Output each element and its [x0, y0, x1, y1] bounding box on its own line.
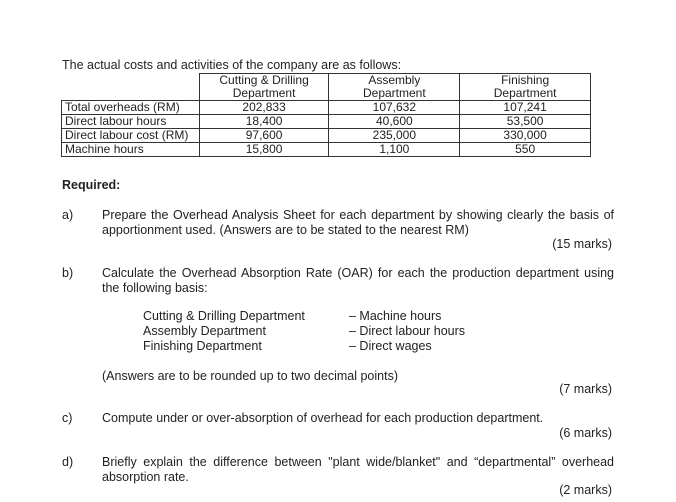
question-a-letter: a): [62, 208, 74, 222]
cell-value: 202,833: [199, 101, 329, 115]
question-d-text: Briefly explain the difference between "plant wide/blanket" and “departmental” overhead absorption rate.: [102, 455, 614, 484]
header-line1: Cutting & Drilling: [219, 73, 309, 87]
table-row: [62, 143, 591, 157]
question-b-note: (Answers are to be rounded up to two decimal points): [102, 369, 398, 383]
table-row: [62, 115, 591, 129]
question-a-text: Prepare the Overhead Analysis Sheet for each department by showing clearly the basis of apportionment used. (Answers are to be stated to the nearest RM): [102, 208, 614, 237]
basis-dept-cutting: Cutting & Drilling Department: [143, 309, 305, 323]
question-a-marks: (15 marks): [552, 237, 612, 251]
table-corner: [62, 74, 200, 101]
intro-text: The actual costs and activities of the company are as follows:: [62, 58, 402, 72]
question-d-marks: (2 marks): [559, 483, 612, 497]
table-header-row: [62, 74, 591, 101]
table-row: [62, 129, 591, 143]
cell-value: 40,600: [329, 115, 460, 129]
cell-value: 107,241: [460, 101, 591, 115]
cell-value: 330,000: [460, 129, 591, 143]
table-row: [62, 101, 591, 115]
question-c-marks: (6 marks): [559, 426, 612, 440]
basis-method-finishing: – Direct wages: [349, 339, 432, 353]
table-header-cutting: [199, 74, 329, 101]
cell-value: 97,600: [199, 129, 329, 143]
header-line1: Finishing: [501, 73, 550, 87]
header-line1: Assembly: [368, 73, 421, 87]
cell-value: 15,800: [199, 143, 329, 157]
cell-value: 235,000: [329, 129, 460, 143]
basis-method-assembly: – Direct labour hours: [349, 324, 466, 338]
question-c-letter: c): [62, 411, 73, 425]
cell-value: 1,100: [329, 143, 460, 157]
cell-value: 18,400: [199, 115, 329, 129]
header-line2: Department: [362, 86, 426, 100]
table-header-finishing: [460, 74, 591, 101]
question-b-text: Calculate the Overhead Absorption Rate (OAR) for each the production department using the following basis:: [102, 266, 614, 295]
question-b-letter: b): [62, 266, 74, 280]
cell-value: 550: [460, 143, 591, 157]
header-line2: Department: [493, 86, 557, 100]
question-d-letter: d): [62, 455, 74, 469]
row-label: Direct labour hours: [62, 115, 200, 129]
basis-dept-assembly: Assembly Department: [143, 324, 266, 338]
basis-method-cutting: – Machine hours: [349, 309, 442, 323]
required-heading: Required:: [62, 178, 121, 192]
cost-table: [61, 73, 591, 157]
row-label: Direct labour cost (RM): [62, 129, 200, 143]
question-b-marks: (7 marks): [559, 382, 612, 396]
row-label: Machine hours: [62, 143, 200, 157]
question-c-text: Compute under or over-absorption of overhead for each production department.: [102, 411, 544, 425]
row-label: Total overheads (RM): [62, 101, 200, 115]
cell-value: 53,500: [460, 115, 591, 129]
cell-value: 107,632: [329, 101, 460, 115]
table-header-assembly: [329, 74, 460, 101]
header-line2: Department: [232, 86, 296, 100]
basis-dept-finishing: Finishing Department: [143, 339, 262, 353]
